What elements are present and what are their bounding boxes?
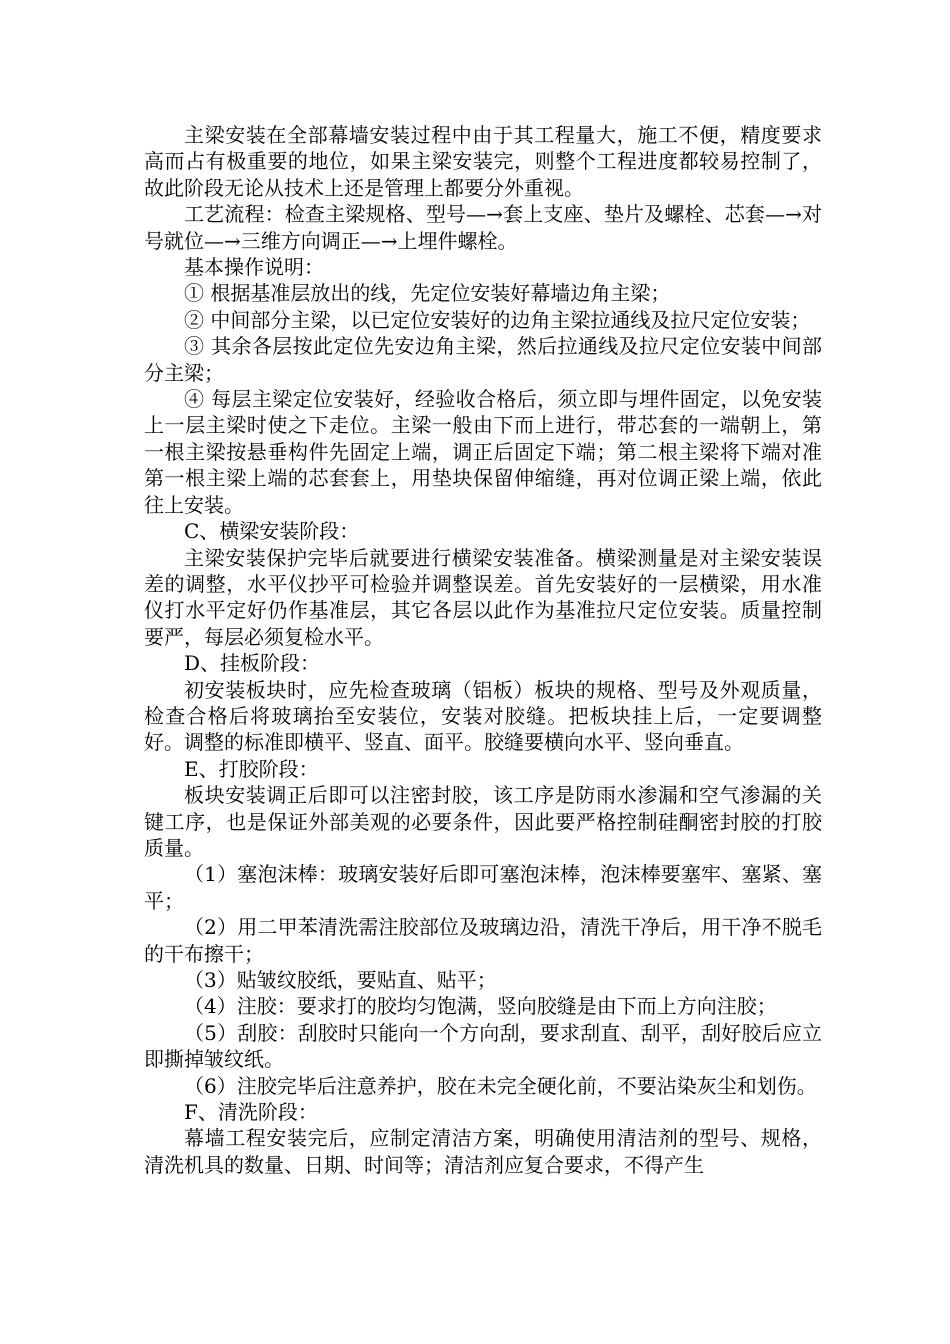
paragraph-sealant-step-5: （5）刮胶：刮胶时只能向一个方向刮，要求刮直、刮平，刮好胶后应立即撕掉皱纹纸。	[144, 1020, 822, 1072]
paragraph-step-1: ① 根据基准层放出的线，先定位安装好幕墙边角主梁；	[184, 281, 671, 306]
document-body	[144, 122, 822, 1178]
paragraph-crossbeam: 主梁安装保护完毕后就要进行横梁安装准备。横梁测量是对主梁安装误差的调整，水平仪抄平可检验并调整误差。首先安装好的一层横梁，用水准仪打水平定好仍作基准层，其它各层以此作为基准拉尺定位安装。质量控制要严，每层必须复检水平。	[144, 545, 822, 649]
paragraph-step-2: ② 中间部分主梁，以已定位安装好的边角主梁拉通线及拉尺定位安装；	[184, 307, 811, 332]
paragraph-cleaning: 幕墙工程安装完后，应制定清洁方案，明确使用清洁剂的型号、规格，清洗机具的数量、日期、时间等；清洁剂应复合要求，不得产生	[144, 1126, 822, 1177]
paragraph-main-beam-intro: 主梁安装在全部幕墙安装过程中由于其工程量大，施工不便，精度要求高而占有极重要的地位，如果主梁安装完，则整个工程进度都较易控制了，故此阶段无论从技术上还是管理上都要分外重视。	[144, 123, 822, 200]
section-heading-d: D、挂板阶段：	[184, 651, 321, 676]
paragraph-basic-operation-heading: 基本操作说明：	[184, 255, 324, 280]
section-heading-e: E、打胶阶段：	[184, 756, 319, 781]
paragraph-sealant-step-2: （2）用二甲苯清洗需注胶部位及玻璃边沿，清洗干净后，用干净不脱毛的干布擦干；	[144, 915, 822, 966]
paragraph-sealant-step-4: （4）注胶：要求打的胶均匀饱满，竖向胶缝是由下而上方向注胶；	[184, 994, 777, 1019]
paragraph-sealant-step-6: （6）注胶完毕后注意养护，胶在未完全硬化前，不要沾染灰尘和划伤。	[184, 1073, 817, 1098]
section-heading-c: C、横梁安装阶段：	[184, 519, 360, 544]
paragraph-sealant-intro: 板块安装调正后即可以注密封胶，该工序是防雨水渗漏和空气渗漏的关键工序，也是保证外部美观的必要条件，因此要严格控制硅酮密封胶的打胶质量。	[144, 783, 822, 860]
paragraph-panel-hanging: 初安装板块时，应先检查玻璃（铝板）板块的规格、型号及外观质量，检查合格后将玻璃抬至安装位，安装对胶缝。把板块挂上后，一定要调整好。调整的标准即横平、竖直、面平。胶缝要横向水平、竖向垂直。	[144, 677, 822, 755]
paragraph-step-3: ③ 其余各层按此定位先安边角主梁，然后拉通线及拉尺定位安装中间部分主梁；	[144, 334, 822, 385]
section-heading-f: F、清洗阶段：	[184, 1100, 318, 1125]
paragraph-step-4: ④ 每层主梁定位安装好，经验收合格后，须立即与埋件固定，以免安装上一层主梁时使之下走位。主梁一般由下而上进行，带芯套的一端朝上，第一根主梁按悬垂构件先固定上端，调正后固定下端；第二根主梁将下端对准第一根主梁上端的芯套套上，用垫块保留伸缩缝，再对位调正梁上端，依此往上安装。	[144, 387, 822, 517]
paragraph-process-flow: 工艺流程：检查主梁规格、型号—→套上支座、垫片及螺栓、芯套—→对号就位—→三维方向调正—→上埋件螺栓。	[144, 202, 822, 253]
paragraph-sealant-step-1: （1）塞泡沫棒：玻璃安装好后即可塞泡沫棒，泡沫棒要塞牢、塞紧、塞平；	[144, 862, 822, 913]
paragraph-sealant-step-3: （3）贴皱纹胶纸，要贴直、贴平；	[184, 968, 497, 992]
